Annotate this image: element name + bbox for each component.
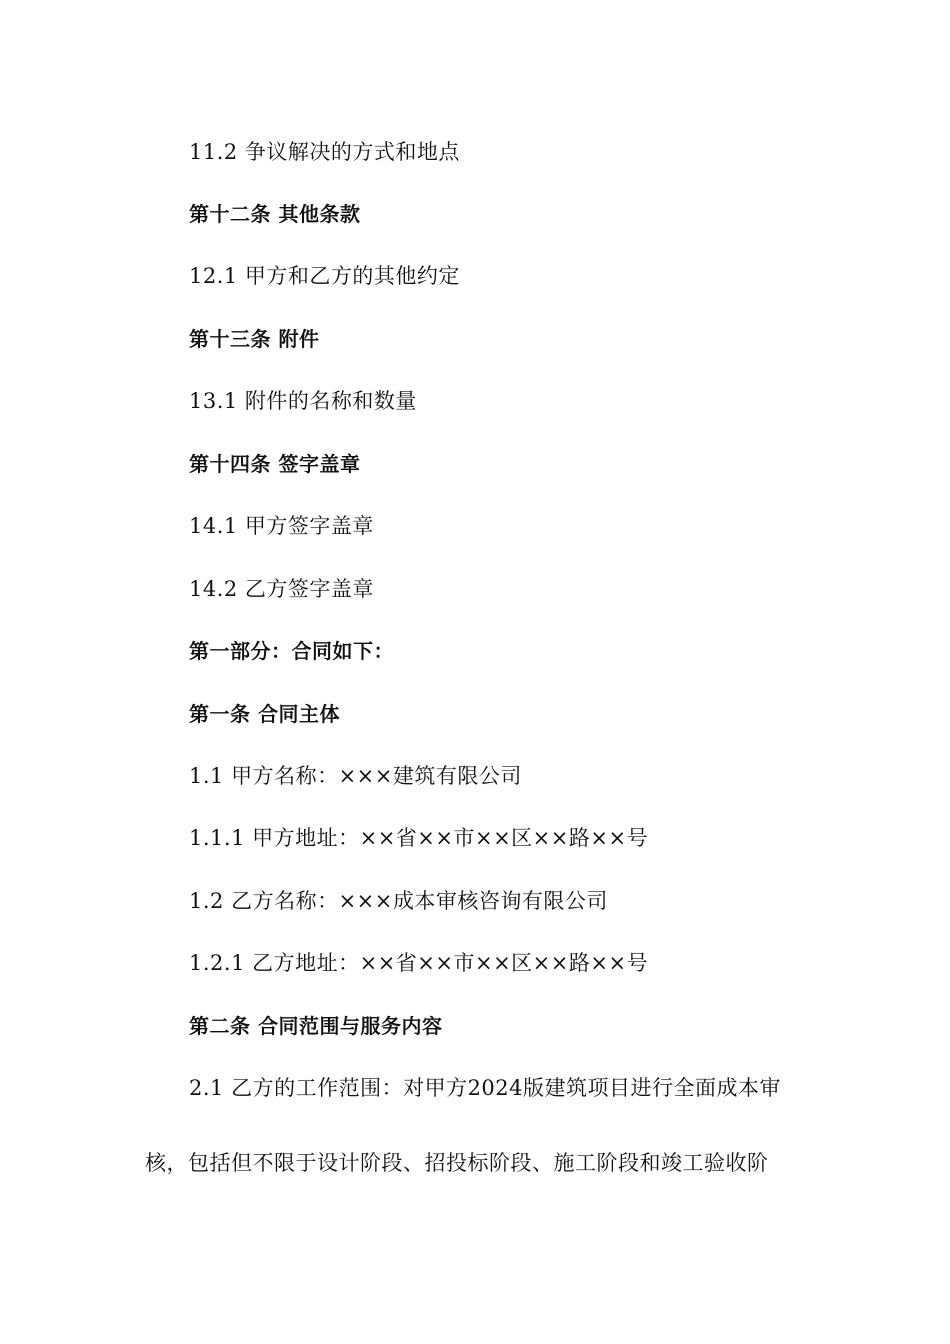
clause-11-2: 11.2 争议解决的方式和地点 <box>189 140 460 164</box>
clause-13-1: 13.1 附件的名称和数量 <box>189 389 417 413</box>
clause-1-1-1: 1.1.1 甲方地址：××省××市××区××路××号 <box>189 826 649 850</box>
part-one-heading: 第一部分：合同如下： <box>189 639 394 663</box>
article-12-heading: 第十二条 其他条款 <box>189 202 361 226</box>
article-13-heading: 第十三条 附件 <box>189 327 320 351</box>
clause-1-1: 1.1 甲方名称：×××建筑有限公司 <box>189 764 522 788</box>
clause-1-2-1: 1.2.1 乙方地址：××省××市××区××路××号 <box>189 951 649 975</box>
article-14-heading: 第十四条 签字盖章 <box>189 452 361 476</box>
clause-1-2: 1.2 乙方名称：×××成本审核咨询有限公司 <box>189 889 608 913</box>
clause-14-2: 14.2 乙方签字盖章 <box>189 577 374 601</box>
clause-14-1: 14.1 甲方签字盖章 <box>189 514 374 538</box>
clause-2-1: 2.1 乙方的工作范围：对甲方2024版建筑项目进行全面成本审 <box>189 1076 782 1100</box>
clause-2-1-continued: 核，包括但不限于设计阶段、招投标阶段、施工阶段和竣工验收阶 <box>145 1151 769 1175</box>
clause-12-1: 12.1 甲方和乙方的其他约定 <box>189 264 460 288</box>
article-1-heading: 第一条 合同主体 <box>189 702 340 726</box>
article-2-heading: 第二条 合同范围与服务内容 <box>189 1014 443 1038</box>
